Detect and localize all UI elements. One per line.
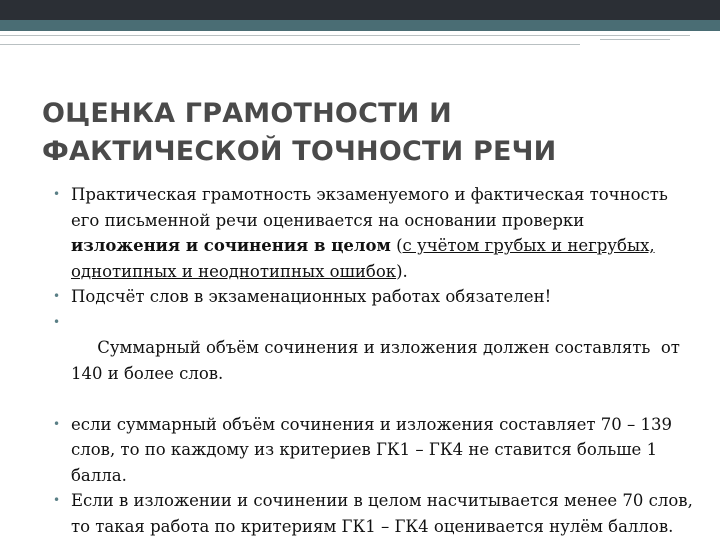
list-item-text: (: [390, 236, 403, 255]
list-item-bold-text: изложения и сочинения в целом: [71, 236, 391, 255]
bullet-dot-icon: •: [53, 314, 61, 329]
slide-title: [42, 95, 682, 171]
list-item-text: Если в изложении и сочинении в целом насчитывается менее 70 слов, то такая работа по критериям ГК1 – ГК4 оценивается нулём баллов.: [71, 491, 693, 536]
list-item-text: если суммарный объём сочинения и изложения составляет 70 – 139 слов, то по каждому из критериев ГК1 – ГК4 не ставится больше 1 балла.: [71, 414, 672, 485]
header-decorative-lines: [0, 31, 720, 51]
bullet-dot-icon: •: [53, 416, 61, 431]
list-item: [44, 310, 694, 412]
list-item-underlined-text: с учётом грубых и негрубых, однотипных и неоднотипных ошибок: [71, 236, 655, 281]
list-item-text: Подсчёт слов в экзаменационных работах обязателен!: [71, 287, 552, 306]
list-item: [44, 412, 694, 489]
decor-line: [0, 35, 690, 36]
list-item: [44, 284, 694, 310]
header-teal-band: [0, 20, 720, 31]
list-item: [44, 182, 694, 284]
list-item-text: Практическая грамотность экзаменуемого и фактическая точность его письменной речи оценивается на основании проверки: [71, 185, 668, 230]
bullet-dot-icon: •: [53, 289, 61, 303]
bullet-list: [44, 182, 694, 539]
list-item: [44, 488, 694, 539]
bullet-dot-icon: •: [53, 187, 61, 201]
list-item-text: Суммарный объём сочинения и изложения должен составлять от 140 и более слов.: [71, 338, 686, 383]
decor-line: [0, 44, 580, 45]
bullet-dot-icon: •: [53, 493, 61, 507]
list-item-text: ).: [396, 261, 408, 281]
header-dark-band: [0, 0, 720, 20]
decor-line: [600, 39, 670, 40]
slide-title-line2: ФАКТИЧЕСКОЙ ТОЧНОСТИ РЕЧИ: [42, 136, 557, 167]
slide-title-line1: ОЦЕНКА ГРАМОТНОСТИ И: [42, 98, 452, 129]
